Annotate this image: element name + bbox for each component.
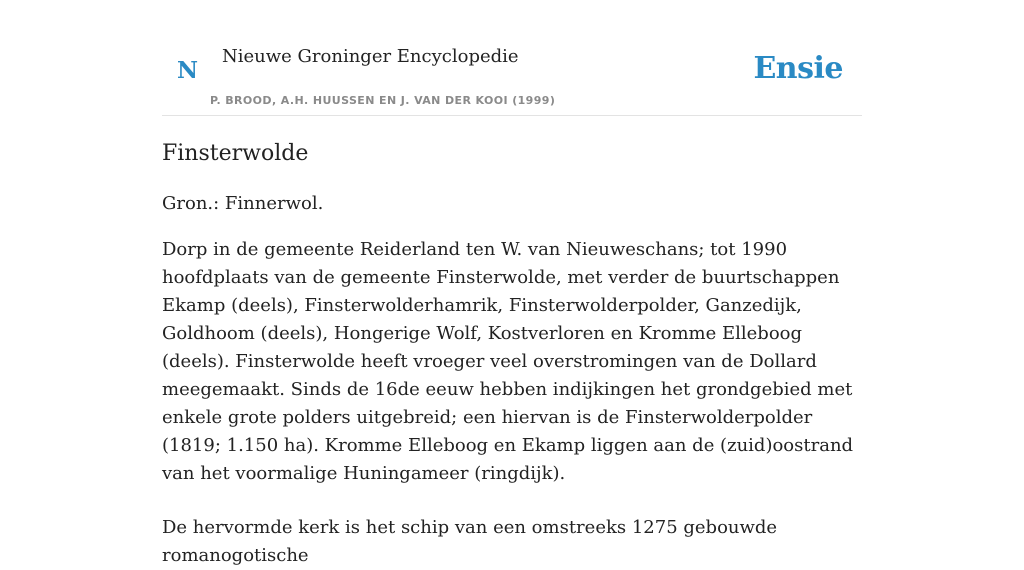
article <box>162 138 872 570</box>
book-authors: P. BROOD, A.H. HUUSSEN EN J. VAN DER KOOI (1999) <box>210 94 556 107</box>
article-title: Finsterwolde <box>162 141 309 166</box>
article-paragraph: Dorp in de gemeente Reiderland ten W. van Nieuweschans; tot 1990 hoofdplaats van de gemeente Finsterwolde, met verder de buurtschappen Ekamp (deels), Finsterwolderhamrik, Finsterwolderpolder, Ganzedijk, Goldhoom (deels), Hongerige Wolf, Kostverloren en Kromme Elleboog (deels). Finsterwolde heeft vroeger veel overstromingen van de Dollard meegemaakt. Sinds de 16de eeuw hebben indijkingen het grondgebied met enkele grote polders uitgebreid; een hiervan is de Finsterwolderpolder (1819; 1.150 ha). Kromme Elleboog en Ekamp liggen aan de (zuid)oostrand van het voormalige Huningameer (ringdijk). <box>162 239 854 484</box>
article-paragraph: De hervormde kerk is het schip van een omstreeks 1275 gebouwde romanogotische <box>162 517 778 566</box>
ensie-logo[interactable]: Ensie <box>753 51 843 86</box>
book-header <box>162 40 862 116</box>
dialect-name: Gron.: Finnerwol. <box>162 193 324 214</box>
book-title-link[interactable]: Nieuwe Groninger Encyclopedie <box>222 46 519 67</box>
book-icon[interactable]: N <box>177 57 199 84</box>
